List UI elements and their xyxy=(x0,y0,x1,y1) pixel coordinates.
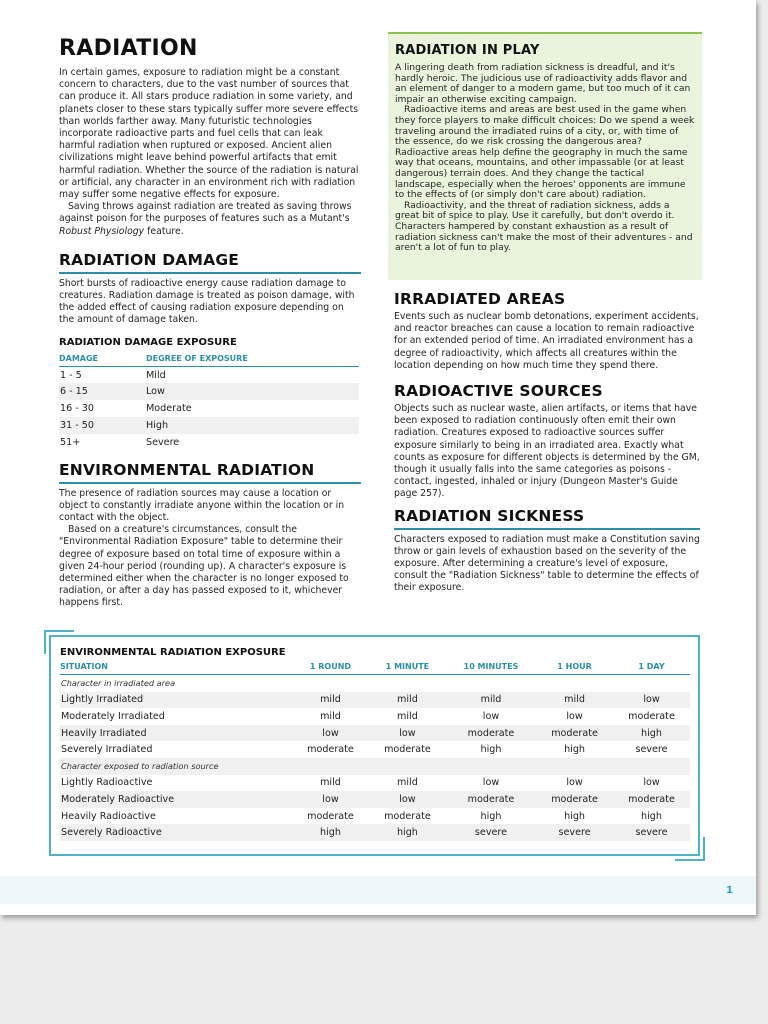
saving-throw-text: Saving throws against radiation are treated as saving throws against poison for the purposes of features such as a Mutant's xyxy=(59,201,352,225)
environmental-exposure-table-title: ENVIRONMENTAL RADIATION EXPOSURE xyxy=(60,647,286,658)
column-header-damage: DAMAGE xyxy=(59,352,146,367)
table-row xyxy=(60,692,690,709)
hour-cell: moderate xyxy=(536,791,613,808)
table-row xyxy=(59,400,359,417)
minute-cell: mild xyxy=(397,777,418,789)
minute-cell: moderate xyxy=(384,810,431,822)
hour-cell: high xyxy=(564,744,586,756)
radiation-in-play-sidebar xyxy=(388,32,702,280)
minute-cell: mild xyxy=(397,710,418,722)
column-header-10-minutes: 10 MINUTES xyxy=(446,660,536,675)
radiation-damage-heading: RADIATION DAMAGE xyxy=(59,251,361,274)
in-play-paragraph-1: A lingering death from radiation sickness is dreadful, and it's hardly heroic. The judicious use of radioactivity adds flavor and an element of danger to a modern game, but too much of it can impair an otherwise exciting campaign. xyxy=(395,62,691,105)
radiation-damage-table-title: RADIATION DAMAGE EXPOSURE xyxy=(59,336,237,348)
situation-cell: Moderately Radioactive xyxy=(60,791,292,808)
ten-minutes-cell: low xyxy=(482,710,500,722)
situation-cell: Moderately Irradiated xyxy=(61,710,165,722)
saving-throw-text-end: feature. xyxy=(144,225,184,237)
damage-cell: 6 - 15 xyxy=(59,383,146,400)
minute-cell: low xyxy=(369,791,446,808)
group-label: Character in irradiated area xyxy=(61,678,176,689)
environmental-radiation-paragraph-1: The presence of radiation sources may cause a location or object to constantly irradiate anyone within the location or in contact with the object. xyxy=(59,487,345,524)
ten-minutes-cell: moderate xyxy=(446,791,536,808)
damage-cell: 31 - 50 xyxy=(59,417,146,434)
radioactive-sources-heading: RADIOACTIVE SOURCES xyxy=(394,382,603,401)
round-cell: low xyxy=(292,791,369,808)
radiation-saving-throw-paragraph xyxy=(59,201,361,238)
table-row xyxy=(60,725,690,742)
hour-cell: high xyxy=(564,810,586,822)
degree-cell: Severe xyxy=(146,436,180,448)
damage-cell: 1 - 5 xyxy=(60,369,82,381)
round-cell: low xyxy=(292,725,369,742)
table-row xyxy=(59,417,359,434)
group-row-irradiated-area xyxy=(60,675,690,692)
table-row xyxy=(60,824,690,841)
table-row xyxy=(59,366,359,383)
left-column xyxy=(59,36,361,610)
degree-cell: Mild xyxy=(146,369,166,381)
hour-cell: moderate xyxy=(536,725,613,742)
table-row xyxy=(60,775,690,792)
minute-cell: moderate xyxy=(384,744,431,756)
radioactive-sources-paragraph: Objects such as nuclear waste, alien artifacts, or items that have been exposed to radiation continuously often emit their own radiation. Creatures exposed to radioactive sources suffer exposure similarly to being in an irradiated area. Exactly what counts as exposure for different objects is determined by the GM, though it usually falls into the same categories as poisons - contact, ingested, inhaled or injury (Dungeon Master's Guide page 257). xyxy=(394,403,700,500)
radiation-intro-paragraph: In certain games, exposure to radiation might be a constant concern to characters, due to the vast number of sources that can produce it. All stars produce radiation in some variety, and planets closer to these stars typically suffer more severe effects than worlds farther away. Many futuristic technologies incorporate radioactive parts and fuel cells that can leak harmful radiation when ruptured or exposed. Ancient alien civilizations might leave behind powerful artifacts that emit harmful radiation. Whether the source of the radiation is natural or artificial, any character in an environment rich with radiation may suffer some negative effects for exposure. xyxy=(59,67,359,201)
situation-cell: Lightly Irradiated xyxy=(60,692,292,709)
degree-cell: High xyxy=(146,417,359,434)
day-cell: high xyxy=(613,725,690,742)
group-row-radiation-source xyxy=(60,758,690,775)
column-header-1-hour: 1 HOUR xyxy=(536,660,613,675)
table-row xyxy=(59,434,359,451)
day-cell: severe xyxy=(635,744,668,756)
round-cell: mild xyxy=(320,777,341,789)
ten-minutes-cell: severe xyxy=(446,824,536,841)
round-cell: mild xyxy=(292,692,369,709)
column-header-degree: DEGREE OF EXPOSURE xyxy=(146,352,359,367)
page-footer-band xyxy=(0,876,756,904)
radiation-damage-paragraph: Short bursts of radioactive energy cause radiation damage to creatures. Radiation damage is treated as poison damage, with the added effect of causing radiation exposure depending on the amount of damage taken. xyxy=(59,277,355,326)
table-row xyxy=(60,741,690,758)
ten-minutes-cell: moderate xyxy=(446,725,536,742)
right-column xyxy=(394,290,700,595)
environmental-exposure-table xyxy=(60,660,690,841)
column-header-situation: SITUATION xyxy=(60,660,292,675)
environmental-radiation-heading: ENVIRONMENTAL RADIATION xyxy=(59,461,361,484)
day-cell: low xyxy=(613,692,690,709)
table-row xyxy=(59,383,359,400)
environmental-radiation-paragraph-2: Based on a creature's circumstances, consult the "Environmental Radiation Exposure" table to determine their degree of exposure based on total time of exposure within a given 24-hour period (rounding up). A character's exposure is determined either when the character is no longer exposed to radiation, or after a day has passed exposed to it, whichever happens first. xyxy=(59,524,349,609)
environmental-exposure-table-box xyxy=(49,635,700,856)
robust-physiology-feature: Robust Physiology xyxy=(59,225,145,237)
day-cell: severe xyxy=(613,824,690,841)
in-play-paragraph-3: Radioactivity, and the threat of radiation sickness, adds a great bit of spice to play. Use it carefully, but don't overdo it. Characters hampered by constant exhaustion as a result of radiation sickness can't make the most of their adventures - and aren't a lot of fun to play. xyxy=(395,199,693,254)
irradiated-areas-heading: IRRADIATED AREAS xyxy=(394,290,566,308)
radiation-in-play-heading: RADIATION IN PLAY xyxy=(395,43,540,58)
ten-minutes-cell: high xyxy=(480,810,502,822)
damage-cell: 51+ xyxy=(60,436,81,448)
minute-cell: high xyxy=(369,824,446,841)
round-cell: moderate xyxy=(307,744,354,756)
page-title: RADIATION xyxy=(59,36,198,61)
table-row xyxy=(60,808,690,825)
irradiated-areas-paragraph: Events such as nuclear bomb detonations, experiment accidents, and reactor breaches can cause a location to remain radioactive for an extended period of time. An irradiated environment has a degree of radioactivity, which affects all creatures within the location depending on how much time they spend there. xyxy=(394,311,699,371)
hour-cell: low xyxy=(566,777,583,789)
column-header-1-day: 1 DAY xyxy=(613,660,690,675)
situation-cell: Severely Irradiated xyxy=(61,744,153,756)
round-cell: mild xyxy=(320,710,341,722)
degree-cell: Moderate xyxy=(146,403,192,415)
group-label: Character exposed to radiation source xyxy=(60,758,690,775)
column-header-1-round: 1 ROUND xyxy=(292,660,369,675)
radiation-sickness-paragraph: Characters exposed to radiation must make a Constitution saving throw or gain levels of exhaustion based on the severity of the exposure. After determining a creature's level of exposure, consult the "Radiation Sickness" table to determine the effects of their exposure. xyxy=(394,533,700,594)
table-header-row xyxy=(60,660,690,675)
degree-cell: Low xyxy=(146,383,359,400)
day-cell: moderate xyxy=(628,710,675,722)
round-cell: moderate xyxy=(307,810,354,822)
situation-cell: Severely Radioactive xyxy=(60,824,292,841)
column-header-1-minute: 1 MINUTE xyxy=(369,660,446,675)
minute-cell: mild xyxy=(369,692,446,709)
minute-cell: low xyxy=(369,725,446,742)
day-cell: moderate xyxy=(613,791,690,808)
ten-minutes-cell: high xyxy=(480,744,502,756)
situation-cell: Lightly Radioactive xyxy=(61,777,153,789)
situation-cell: Heavily Irradiated xyxy=(60,725,292,742)
hour-cell: mild xyxy=(536,692,613,709)
hour-cell: severe xyxy=(536,824,613,841)
radiation-damage-table xyxy=(59,352,359,451)
hour-cell: low xyxy=(566,710,583,722)
page-number: 1 xyxy=(726,885,733,896)
ten-minutes-cell: low xyxy=(482,777,500,789)
day-cell: low xyxy=(643,777,660,789)
table-row xyxy=(60,708,690,725)
in-play-paragraph-2: Radioactive items and areas are best used in the game when they force players to make difficult choices: Do we spend a week traveling around the irradiated ruins of a city, or, with time of the essence, do we risk crossing the dangerous area? Radioactive areas help define the geography in much the same way that oceans, mountains, and other impassable (or at least dangerous) terrain does. And they change the tactical landscape, especially when the heroes' opponents are immune to the effects of (or simply don't care about) radiation. xyxy=(395,104,695,201)
radiation-sickness-heading: RADIATION SICKNESS xyxy=(394,507,700,530)
day-cell: high xyxy=(641,810,662,822)
ten-minutes-cell: mild xyxy=(446,692,536,709)
situation-cell: Heavily Radioactive xyxy=(61,810,156,822)
table-header-row xyxy=(59,352,359,367)
table-row xyxy=(60,791,690,808)
round-cell: high xyxy=(292,824,369,841)
damage-cell: 16 - 30 xyxy=(60,403,94,415)
